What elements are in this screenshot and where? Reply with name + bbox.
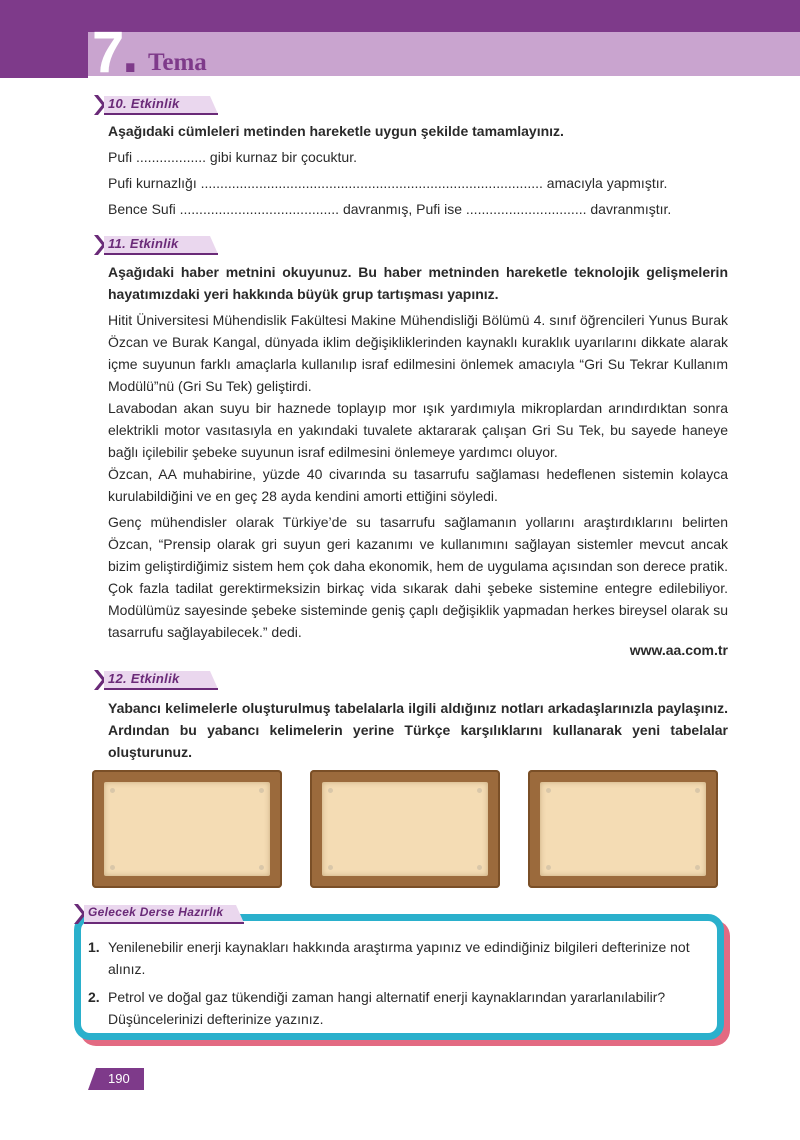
theme-title: Tema (148, 49, 207, 76)
activity-10-tag (92, 93, 222, 117)
activity-11-paragraph-4: Genç mühendisler olarak Türkiye’de su tasarrufu sağlamanın yollarını araştırdıklarını belirten Özcan, “Prensip olarak gri suyun geri kazanımı ve kullanımını sağlayan sistemler mevcut ancak bizim geliştirdiğimiz sistem hem çok daha ekonomik, hem de uygulama açısından son derece pratik. Çok fazla tadilat gerektirmeksizin birkaç vida sıkarak dahi şebeke sistemine entegre edilebiliyor. Modülümüz sayesinde şebeke sisteminde geniş çaplı değişiklik yapmadan herkes bireysel olarak su tasarrufu sağlayabilecek.” dedi. (108, 514, 728, 640)
activity-10-instruction: Aşağıdaki cümleleri metinden hareketle uygun şekilde tamamlayınız. (108, 123, 564, 139)
prep-label: Gelecek Derse Hazırlık (88, 905, 224, 919)
activity-10-line-3: Bence Sufi ......................................... davranmış, Pufi ise ............................... davranmıştır. (108, 201, 672, 217)
prep-item-number: 2. (88, 989, 100, 1005)
activity-11-paragraph-2: Lavabodan akan suyu bir haznede toplayıp mor ışık yardımıyla mikroplardan arındırdıktan sonra elektrikli motor vasıtasıyla en yakındaki tuvalete aktararak çalışan Gri Su Tek, bu sayede haneye bağlı içilebilir şebeke suyunun israf edilmesini önlemeye yardımcı oluyor. (108, 400, 728, 460)
prep-item-1 (88, 936, 720, 980)
activity-11-tag (92, 233, 222, 257)
activity-12-instruction: Yabancı kelimelerle oluşturulmuş tabelalarla ilgili aldığınız notları arkadaşlarınızla paylaşınız. Ardından bu yabancı kelimelerin yerine Türkçe karşılıklarını kullanarak yeni tabelalar oluşturunuz. (108, 700, 728, 760)
signboard (92, 770, 282, 888)
theme-number: 7. (92, 20, 137, 85)
activity-11-instruction: Aşağıdaki haber metnini okuyunuz. Bu haber metninden hareketle teknolojik gelişmelerin hayatımızdaki yeri hakkında büyük grup tartışması yapınız. (108, 264, 728, 302)
signboard (528, 770, 718, 888)
page-number-tab (88, 1068, 144, 1090)
header-theme-block (0, 32, 88, 78)
activity-11-paragraph-3: Özcan, AA muhabirine, yüzde 40 civarında su tasarrufu sağlaması hedeflenen sistemin kolayca kurulabildiğini ve en geç 28 ayda kendini amorti ettiğini söyledi. (108, 466, 728, 504)
activity-10-line-2: Pufi kurnazlığı ........................................................................................ amacıyla yapmıştır. (108, 175, 668, 191)
signboard (310, 770, 500, 888)
activity-12-tag (92, 668, 222, 692)
prep-item-text: Yenilenebilir enerji kaynakları hakkında araştırma yapınız ve edindiğiniz bilgileri defterinize not alınız. (108, 939, 690, 977)
prep-item-2 (88, 986, 720, 1030)
activity-12-label: 12. Etkinlik (108, 671, 180, 686)
prep-tag (72, 902, 248, 926)
activity-10-label: 10. Etkinlik (108, 96, 180, 111)
activity-11-label: 11. Etkinlik (108, 236, 179, 251)
prep-item-text: Petrol ve doğal gaz tükendiği zaman hangi alternatif enerji kaynaklarından yararlanılabilir? Düşüncelerinizi defterinize yazınız. (108, 989, 666, 1027)
activity-11-paragraph-1: Hitit Üniversitesi Mühendislik Fakültesi Makine Mühendisliği Bölümü 4. sınıf öğrencileri Yunus Burak Özcan ve Burak Kangal, dünyada iklim değişikliklerinden kaynaklı kuraklık uyarılarını dikkate alarak içme suyunun farklı amaçlarla kullanılıp israf edilmesini önlemek amacıyla “Gri Su Tekrar Kullanım Modülü”nü (Gri Su Tek) geliştirdi. (108, 312, 728, 394)
activity-10-line-1: Pufi .................. gibi kurnaz bir çocuktur. (108, 149, 357, 165)
page-number: 190 (108, 1071, 130, 1086)
news-source: www.aa.com.tr (629, 642, 728, 658)
prep-item-number: 1. (88, 939, 100, 955)
